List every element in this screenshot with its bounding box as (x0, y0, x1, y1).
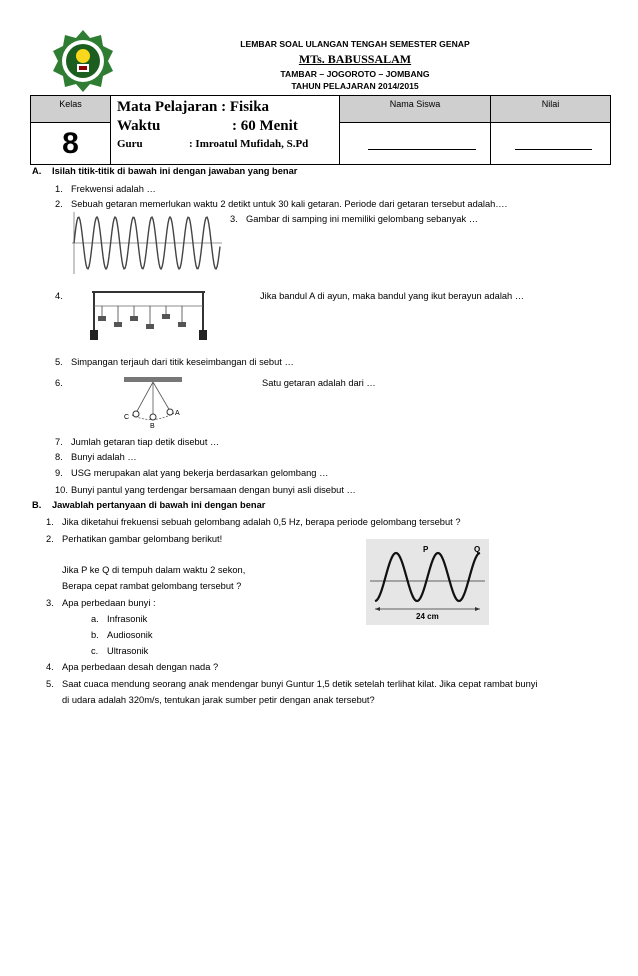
question-b3-b: b. Audiosonik (91, 630, 153, 640)
question-a7: 7. Jumlah getaran tiap detik disebut … (55, 437, 220, 447)
pendulum-label-b: B (150, 423, 155, 430)
question-b4: 4. Apa perbedaan desah dengan nada ? (46, 662, 219, 672)
nilai-label: Nilai (491, 96, 611, 123)
wave-label-q: Q (474, 545, 481, 554)
section-b-heading: B. Jawablah pertanyaan di bawah ini dengan benar (32, 500, 266, 510)
waktu-value: : 60 Menit (232, 118, 298, 134)
sine-wave-figure (72, 212, 222, 274)
question-b3: 3. Apa perbedaan bunyi : (46, 598, 156, 608)
section-a-heading: A. Isilah titik-titik di bawah ini dengan jawaban yang benar (32, 166, 298, 176)
school-year: TAHUN PELAJARAN 2014/2015 (291, 81, 419, 91)
question-a1: 1. Frekwensi adalah … (55, 184, 156, 194)
nilai-field[interactable] (491, 123, 611, 165)
question-a4-text: Jika bandul A di ayun, maka bandul yang ikut berayun adalah … (260, 291, 525, 301)
question-b3-c: c. Ultrasonik (91, 646, 149, 656)
question-b1: 1. Jika diketahui frekuensi sebuah gelombang adalah 0,5 Hz, berapa periode gelombang tersebut ? (46, 517, 461, 527)
question-a2: 2. Sebuah getaran memerlukan waktu 2 detikt untuk 30 kali getaran. Periode dari getaran tersebut adalah…. (55, 199, 508, 209)
guru-value: : Imroatul Mufidah, S.Pd (189, 138, 309, 150)
question-b5-cont: di udara adalah 320m/s, tentukan jarak sumber petir dengan anak tersebut? (62, 695, 375, 705)
question-a6: 6. (55, 378, 63, 388)
question-a6-text: Satu getaran adalah dari … (262, 378, 376, 388)
question-b2-line-a: Jika P ke Q di tempuh dalam waktu 2 sekon, (62, 565, 246, 575)
nama-field[interactable] (340, 123, 491, 165)
pendulum-label-a: A (175, 410, 180, 417)
question-b5: 5. Saat cuaca mendung seorang anak mendengar bunyi Guntur 1,5 detik setelah terlihat kilat. Jika cepat rambat bunyi (46, 679, 538, 689)
simple-pendulum-figure (118, 375, 190, 430)
question-a9: 9. USG merupakan alat yang bekerja berdasarkan gelombang … (55, 468, 329, 478)
school-name: MTs. BABUSSALAM (298, 52, 412, 66)
school-address: TAMBAR – JOGOROTO – JOMBANG (280, 69, 430, 79)
school-logo (50, 28, 116, 94)
question-b2: 2. Perhatikan gambar gelombang berikut! (46, 534, 223, 544)
wave-label-p: P (423, 545, 429, 554)
question-a4: 4. (55, 291, 63, 301)
question-a3: 3. Gambar di samping ini memiliki gelombang sebanyak … (230, 214, 479, 224)
header-title: LEMBAR SOAL ULANGAN TENGAH SEMESTER GENAP (240, 39, 470, 49)
pendulums-figure (86, 286, 211, 342)
guru-label: Guru (117, 138, 143, 150)
pendulum-label-c: C (124, 414, 130, 421)
kelas-label: Kelas (31, 96, 111, 123)
question-b3-a: a. Infrasonik (91, 614, 148, 624)
info-table (30, 95, 611, 165)
question-a5: 5. Simpangan terjauh dari titik keseimbangan di sebut … (55, 357, 294, 367)
subject-cell (111, 96, 340, 165)
wave-length-label: 24 cm (416, 612, 439, 621)
subject-title: Mata Pelajaran : Fisika (117, 99, 270, 115)
waktu-label: Waktu (117, 118, 161, 134)
question-b2-line-b: Berapa cepat rambat gelombang tersebut ? (62, 581, 242, 591)
kelas-value: 8 (31, 123, 111, 165)
question-a8: 8. Bunyi adalah … (55, 452, 137, 462)
wave-pq-figure (366, 539, 489, 625)
nama-label: Nama Siswa (340, 96, 491, 123)
question-a10: 10. Bunyi pantul yang terdengar bersamaan dengan bunyi asli disebut … (55, 485, 356, 495)
